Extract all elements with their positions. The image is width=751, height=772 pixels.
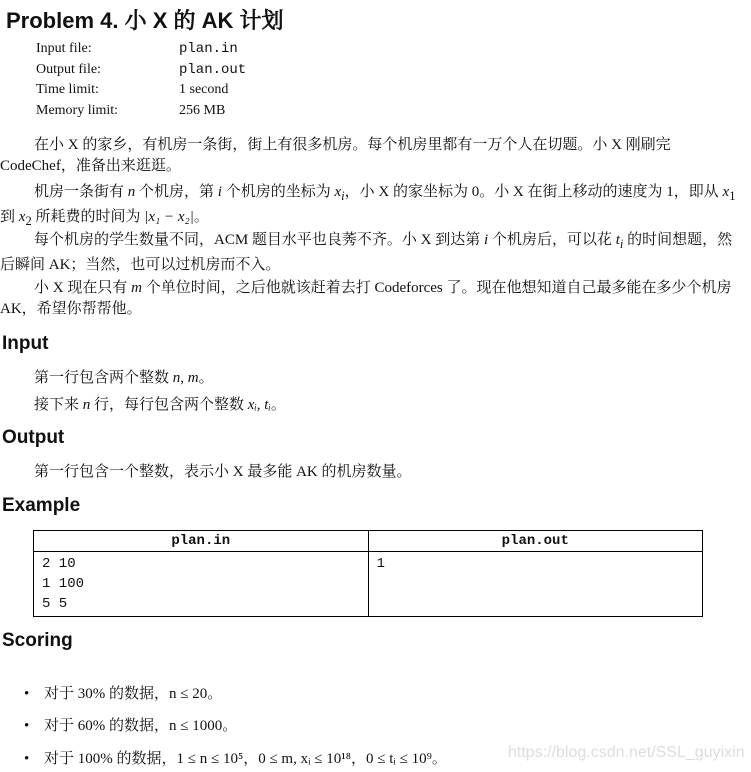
column-header: plan.out	[368, 531, 703, 552]
text: 每个机房的学生数量不同，ACM 题目水平也良莠不齐。小 X 到达第	[34, 232, 485, 248]
math: n, m	[172, 370, 199, 386]
statement-paragraph	[0, 182, 740, 232]
math: n	[82, 397, 91, 413]
text: 机房一条街有	[34, 184, 128, 200]
math: x	[722, 184, 730, 200]
scoring-item: • 对于 30% 的数据，n ≤ 20。	[24, 686, 223, 702]
math: xᵢ, tᵢ	[247, 397, 271, 413]
info-value: 256 MB	[179, 102, 226, 118]
math: x	[18, 209, 26, 225]
math: 2	[25, 214, 32, 228]
input-line	[34, 366, 214, 387]
text: 第一行包含两个整数	[34, 370, 173, 386]
info-value: plan.out	[179, 61, 247, 78]
text: 小 X 现在只有	[34, 280, 132, 296]
input-line: 5 5	[42, 596, 68, 612]
example-heading: Example	[2, 495, 81, 516]
math: 1	[729, 189, 736, 203]
text: 。	[198, 370, 214, 386]
statement-paragraph	[0, 230, 740, 276]
scoring-item: • 对于 100% 的数据，1 ≤ n ≤ 10⁵，0 ≤ m, xᵢ ≤ 10¹⁸，0 ≤ tᵢ ≤ 10⁹。	[24, 751, 447, 767]
input-cell	[34, 552, 369, 617]
info-row	[36, 103, 246, 124]
info-row	[36, 41, 246, 62]
text: 对于 100% 的数据，1 ≤ n ≤ 10⁵，0 ≤ m, xᵢ ≤ 10¹⁸，0 ≤ tᵢ ≤ 10⁹。	[44, 751, 447, 767]
text: 个机房，第	[135, 184, 218, 200]
math: i	[484, 232, 489, 248]
column-header: plan.in	[34, 531, 369, 552]
math: i	[341, 189, 345, 203]
watermark: https://blog.csdn.net/SSL_guyixin	[508, 744, 745, 761]
info-key: Memory limit:	[36, 102, 119, 118]
statement-paragraph	[0, 278, 740, 320]
math: m	[131, 280, 142, 296]
text: 行，每行包含两个整数	[90, 397, 248, 413]
math: t	[615, 232, 620, 248]
text: ，小 X 的家坐标为 0。小 X 在街上移动的速度为 1，即从	[344, 184, 723, 200]
math: i	[619, 237, 624, 251]
input-heading: Input	[2, 333, 49, 354]
info-row	[36, 62, 246, 83]
text: 对于 30% 的数据，n ≤ 20。	[44, 686, 223, 702]
input-line: 1 100	[42, 576, 85, 592]
example-table	[33, 530, 703, 617]
text: 。	[270, 397, 286, 413]
problem-info	[36, 41, 246, 123]
text: 的时间想题，然后瞬间 AK；当然，也可以过机房而不入。	[0, 232, 733, 273]
text: 到	[0, 209, 19, 225]
text: 个机房后，可以花	[488, 232, 616, 248]
text: 个机房的坐标为	[221, 184, 335, 200]
info-value: 1 second	[179, 82, 229, 97]
info-key: Output file:	[36, 61, 101, 77]
info-row	[36, 82, 246, 103]
scoring-heading: Scoring	[2, 630, 73, 651]
text: 所耗费的时间为	[31, 209, 145, 225]
text: 对于 60% 的数据，n ≤ 1000。	[44, 718, 238, 734]
statement-paragraph: 在小 X 的家乡，有机房一条街，街上有很多机房。每个机房里都有一万个人在切题。小 X 刚刷完 CodeChef，准备出来逛逛。	[0, 137, 671, 174]
output-line: 1	[376, 556, 385, 572]
problem-title: Problem 4. 小 X 的 AK 计划	[6, 8, 284, 33]
input-line: 2 10	[42, 556, 76, 572]
output-line: 第一行包含一个整数，表示小 X 最多能 AK 的机房数量。	[34, 464, 412, 480]
text: 。	[193, 209, 209, 225]
scoring-item: • 对于 60% 的数据，n ≤ 1000。	[24, 718, 238, 734]
math: n	[127, 184, 136, 200]
output-cell	[368, 552, 703, 617]
info-value: plan.in	[179, 41, 238, 57]
math: x	[334, 184, 342, 200]
info-key: Input file:	[36, 41, 92, 56]
info-key: Time limit:	[36, 82, 99, 97]
output-heading: Output	[2, 427, 65, 448]
math: i	[217, 184, 222, 200]
text: 个单位时间，之后他就该赶着去打 Codeforces 了。现在他想知道自己最多能在多少个机房 AK，希望你帮帮他。	[0, 280, 732, 317]
math: |x₁ − x₂|	[144, 209, 194, 225]
text: 接下来	[34, 397, 83, 413]
input-line	[34, 393, 286, 414]
